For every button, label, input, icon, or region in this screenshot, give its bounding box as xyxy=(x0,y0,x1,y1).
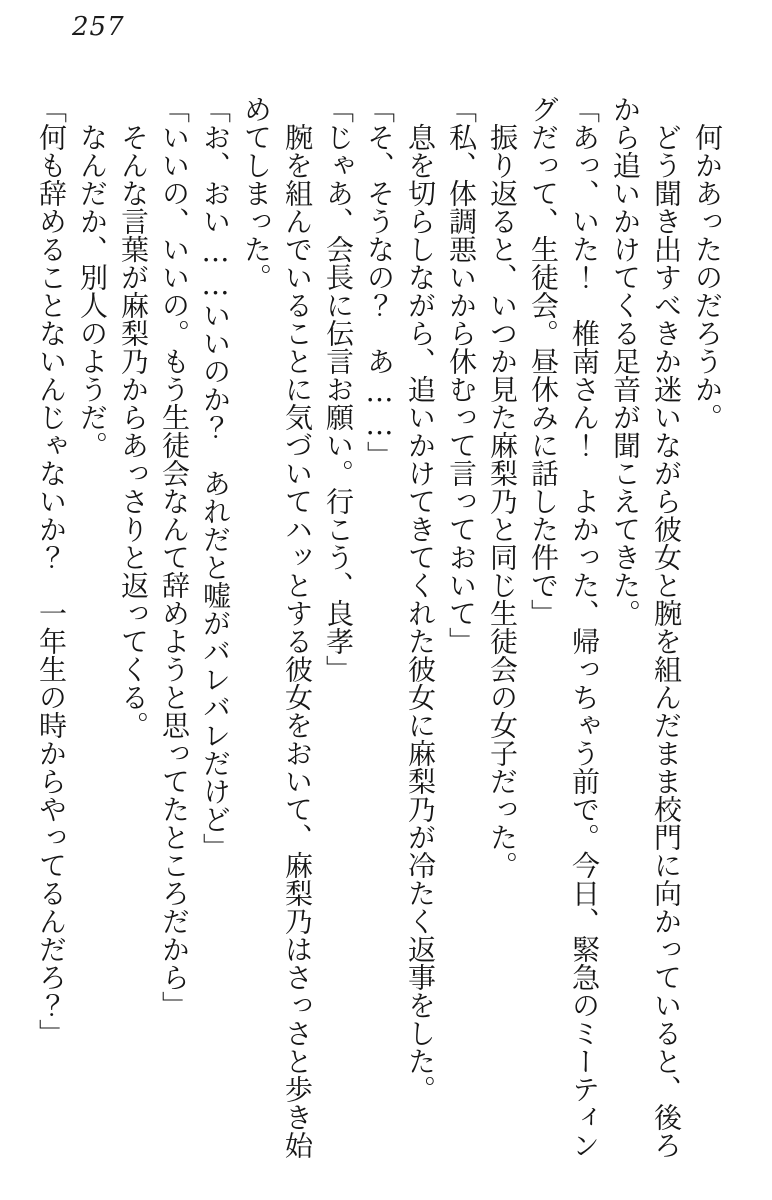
text-line: 「あっ、いた！ 椎南さん！ よかった、帰っちゃう前で。今日、緊急のミーティン xyxy=(568,95,601,1159)
text-line: から追いかけてくる足音が聞こえてきた。 xyxy=(609,95,642,627)
text-line: 何かあったのだろうか。 xyxy=(691,95,724,431)
text-line: 「何も辞めることないんじゃないか？ 一年生の時からやってるんだろ？」 xyxy=(35,95,68,1047)
text-line: 「いいの、いいの。もう生徒会なんて辞めようと思ってたところだから」 xyxy=(158,95,191,1019)
text-line: 「私、体調悪いから休むって言っておいて」 xyxy=(445,95,478,655)
vertical-text-block xyxy=(31,95,728,1159)
text-line: 「そ、そうなの？ あ……」 xyxy=(363,95,396,469)
text-line: そんな言葉が麻梨乃からあっさりと返ってくる。 xyxy=(117,95,150,739)
text-line: 「お、おい……いいのか？ あれだと嘘がバレバレだけど」 xyxy=(199,95,232,861)
text-line: どう聞き出すべきか迷いながら彼女と腕を組んだまま校門に向かっていると、後ろ xyxy=(650,95,683,1159)
text-line: グだって、生徒会。昼休みに話した件で」 xyxy=(527,95,560,627)
page-number: 257 xyxy=(72,12,125,42)
text-line: めてしまった。 xyxy=(240,95,273,291)
text-line: なんだか、別人のようだ。 xyxy=(76,95,109,459)
text-line: 腕を組んでいることに気づいてハッとする彼女をおいて、麻梨乃はさっさと歩き始 xyxy=(281,95,314,1159)
text-line: 息を切らしながら、追いかけてきてくれた彼女に麻梨乃が冷たく返事をした。 xyxy=(404,95,437,1103)
text-line: 「じゃあ、会長に伝言お願い。行こう、良孝」 xyxy=(322,95,355,683)
text-line: 振り返ると、いつか見た麻梨乃と同じ生徒会の女子だった。 xyxy=(486,95,519,879)
